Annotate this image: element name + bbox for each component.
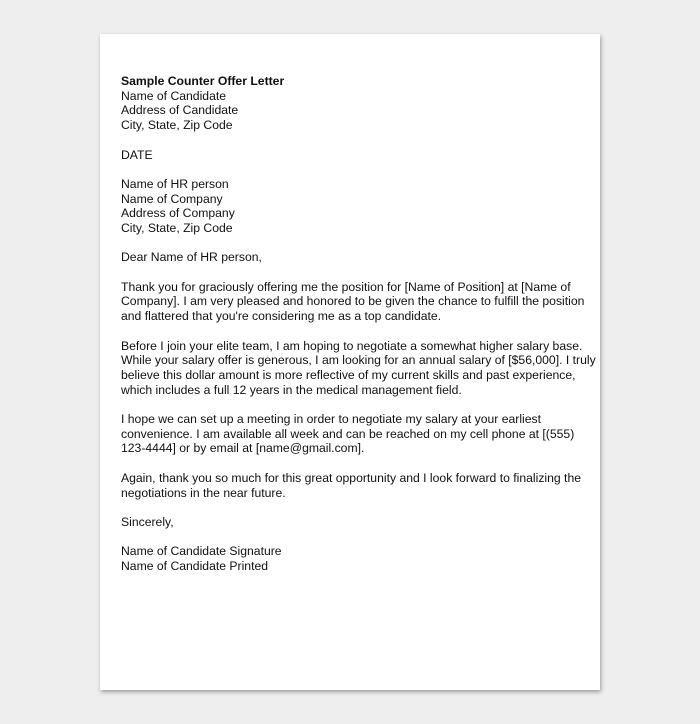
recipient-block [121, 177, 581, 236]
document-page [100, 34, 600, 690]
sender-name: Name of Candidate [121, 88, 227, 103]
letter-title: Sample Counter Offer Letter [121, 74, 285, 88]
paragraph-3 [121, 412, 581, 456]
paragraph-line: convenience. I am available all week and can be reached on my cell phone at [(555) [121, 426, 575, 441]
paragraph-line: I hope we can set up a meeting in order to negotiate my salary at your earliest [121, 412, 542, 427]
sender-city: City, State, Zip Code [121, 118, 233, 133]
paragraph-line: Company]. I am very pleased and honored to be given the chance to fulfill the position [121, 294, 585, 309]
sender-block [121, 89, 581, 133]
paragraph-line: believe this dollar amount is more reflective of my current skills and past experience, [121, 367, 576, 382]
closing: Sincerely, [121, 514, 174, 529]
letter-body [121, 74, 596, 574]
printed-name-line: Name of Candidate Printed [121, 559, 269, 574]
salutation: Dear Name of HR person, [121, 250, 262, 265]
recipient-city: City, State, Zip Code [121, 221, 233, 235]
paragraph-4 [121, 471, 581, 500]
paragraph-line: and flattered that you're considering me as a top candidate. [121, 309, 442, 324]
paragraph-line: While your salary offer is generous, I am looking for an annual salary of [$56,000]. I truly [121, 353, 596, 368]
paragraph-line: 123-4444] or by email at [name@gmail.com]. [121, 441, 365, 456]
recipient-address: Address of Company [121, 206, 235, 221]
signature-line: Name of Candidate Signature [121, 544, 282, 559]
paragraph-line: Before I join your elite team, I am hoping to negotiate a somewhat higher salary base. [121, 338, 583, 353]
paragraph-line: negotiations in the near future. [121, 485, 286, 500]
signature-block [121, 544, 581, 573]
paragraph-line: which includes a full 12 years in the medical management field. [121, 382, 462, 397]
paragraph-2 [121, 338, 596, 398]
paragraph-1 [121, 279, 585, 324]
letter-date: DATE [121, 147, 153, 162]
recipient-name: Name of HR person [121, 176, 229, 191]
sender-address: Address of Candidate [121, 103, 239, 118]
paragraph-line: Thank you for graciously offering me the position for [Name of Position] at [Name of [121, 279, 571, 294]
paragraph-line: Again, thank you so much for this great opportunity and I look forward to finalizing the [121, 470, 582, 485]
recipient-company: Name of Company [121, 191, 223, 206]
